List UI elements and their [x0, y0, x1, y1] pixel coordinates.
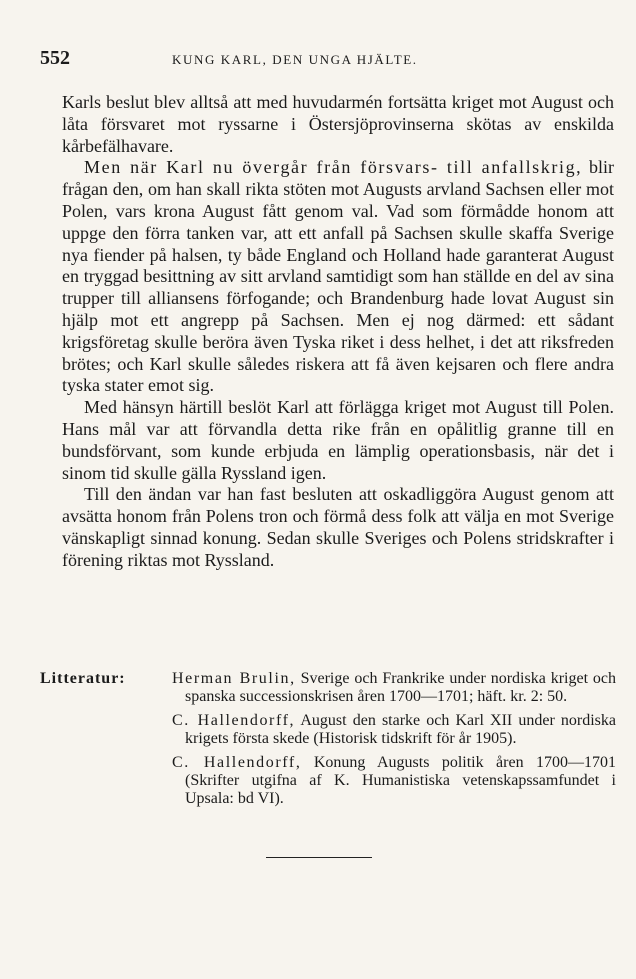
- reference-text: Sverige och Frankrike under nordiska kriget och spanska successionskrisen åren 1700—1701; häft. kr. 2: 50.: [185, 670, 616, 705]
- body-text: [62, 92, 614, 572]
- literature-entry-text: [172, 670, 616, 706]
- paragraph: [62, 397, 614, 484]
- literature-section: [40, 670, 616, 814]
- spaced-lead: Men när Karl nu övergår från försvars- till anfallskrig,: [84, 157, 583, 178]
- literature-entry: [40, 712, 616, 748]
- reference-text: August den starke och Karl XII under nordiska krigets första skede (Historisk tidskrift för år 1905).: [185, 712, 617, 747]
- author: Herman Brulin,: [172, 670, 296, 687]
- literature-entry: [40, 754, 616, 808]
- paragraph: [62, 92, 614, 157]
- paragraph-text: Med hänsyn härtill beslöt Karl att förlägga kriget mot August till Polen. Hans mål var att förvandla detta rike från en opålitlig granne till en bundsförvant, som kunde erbjuda en lämplig operationsbasis, när det i sinom tid skulle gälla Ryssland igen.: [62, 397, 614, 483]
- literature-entry: [40, 670, 616, 706]
- paragraph: [62, 157, 614, 397]
- literature-entry-text: [172, 754, 616, 808]
- running-title: KUNG KARL, DEN UNGA HJÄLTE.: [172, 52, 418, 67]
- author: C. Hallendorff,: [172, 712, 296, 729]
- page-number: 552: [40, 47, 70, 69]
- reference-text: Konung Augusts politik åren 1700—1701 (Skrifter utgifna af K. Humanistiska vetenskapssamfundet i Upsala: bd VI).: [185, 754, 617, 807]
- author: C. Hallendorff,: [172, 754, 302, 771]
- paragraph-text: Karls beslut blev alltså att med huvudarmén fortsätta kriget mot August och låta försvaret mot ryssarne i Östersjöprovinserna skötas av enskilda kårbefälhavare.: [62, 92, 614, 156]
- paragraph: [62, 484, 614, 571]
- page-header: [40, 47, 600, 73]
- divider-line: [266, 857, 372, 858]
- paragraph-text: Till den ändan var han fast besluten att oskadliggöra August genom att avsätta honom från Polens tron och förmå dess folk att välja en mot Sverige vänskapligt sinnad konung. Sedan skulle Sveriges och Polens stridskrafter i förening riktas mot Ryssland.: [62, 484, 614, 570]
- literature-entry-text: [172, 712, 616, 748]
- paragraph-text: blir frågan den, om han skall rikta stöten mot Augusts arvland Sachsen eller mot Polen, vars krona August fått genom val. Vad som förmådde honom att uppge den förra tanken var, att ett anfall på Sachsen skulle skaffa Sverige nya fiender på halsen, ty både England och Holland hade garanterat August en tryggad besittning av sitt arvland samtidigt som han ställde en del av sina trupper till alliansens förfogande; och Brandenburg hade lovat August sin hjälp mot ett angrepp på Sachsen. Men ej nog därmed: ett sådant krigsföretag skulle beröra även Tyska riket i dess helhet, i det att riksfreden brötes; och Karl skulle således riskera att få även kejsaren och flere andra tyska stater emot sig.: [62, 157, 614, 396]
- literature-label: Litteratur:: [40, 670, 126, 687]
